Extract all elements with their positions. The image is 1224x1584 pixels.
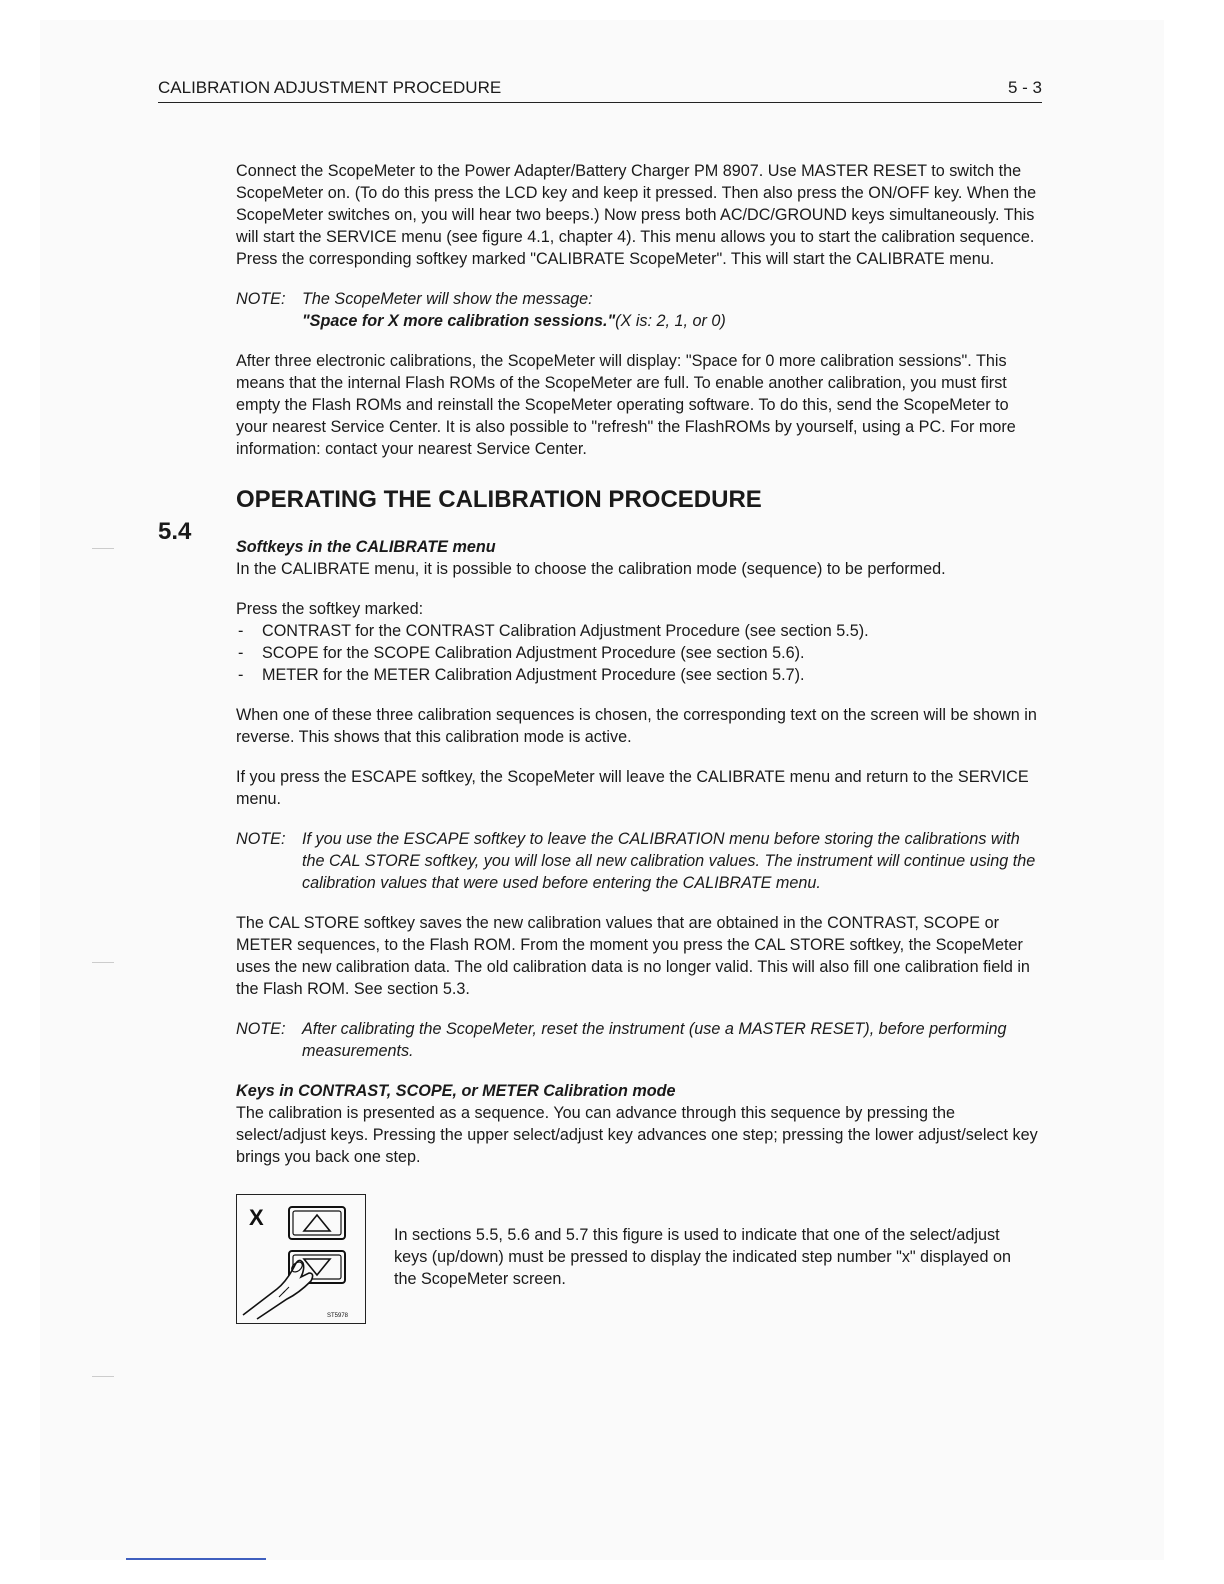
- list-item: - CONTRAST for the CONTRAST Calibration Adjustment Procedure (see section 5.5).: [236, 620, 1042, 642]
- list-item: - METER for the METER Calibration Adjustment Procedure (see section 5.7).: [236, 664, 1042, 686]
- margin-mark: [92, 548, 114, 549]
- reverse-paragraph: When one of these three calibration sequences is chosen, the corresponding text on the screen will be shown in reverse. This shows that this calibration mode is active.: [236, 706, 1037, 746]
- section-number: 5.4: [158, 518, 192, 545]
- escape-paragraph: If you press the ESCAPE softkey, the ScopeMeter will leave the CALIBRATE menu and return to the SERVICE menu.: [236, 768, 1029, 808]
- note-message-bold: "Space for X more calibration sessions.": [302, 312, 616, 330]
- softkeys-paragraph: In the CALIBRATE menu, it is possible to choose the calibration mode (sequence) to be performed.: [236, 560, 946, 578]
- note-label: NOTE:: [236, 830, 286, 848]
- finger-pressing-keys-icon: [237, 1195, 365, 1323]
- intro-paragraph: Connect the ScopeMeter to the Power Adapter/Battery Charger PM 8907. Use MASTER RESET to switch the ScopeMeter on. (To do this press the LCD key and keep it pressed. Then also press the ON/OFF key. When the ScopeMeter switches on, you will hear two beeps.) Now press both AC/DC/GROUND keys simultaneously. This will start the SERVICE menu (see figure 4.1, chapter 4). This menu allows you to start the calibration sequence. Press the corresponding softkey marked "CALIBRATE ScopeMeter". This will start the CALIBRATE menu.: [236, 162, 1037, 268]
- step-x-label: X: [249, 1205, 264, 1230]
- keys-paragraph: The calibration is presented as a sequence. You can advance through this sequence by pressing the select/adjust keys. Pressing the upper select/adjust key advances one step; pressing the lower adjust/select key brings you back one step.: [236, 1104, 1038, 1166]
- softkeys-heading: Softkeys in the CALIBRATE menu: [236, 538, 496, 556]
- finger-icon: [243, 1260, 313, 1319]
- header-title: CALIBRATION ADJUSTMENT PROCEDURE: [158, 78, 502, 97]
- list-item: - SCOPE for the SCOPE Calibration Adjustment Procedure (see section 5.6).: [236, 642, 1042, 664]
- figure-row: [236, 1194, 1042, 1334]
- keys-heading: Keys in CONTRAST, SCOPE, or METER Calibration mode: [236, 1082, 676, 1100]
- page-content: [236, 160, 1042, 1334]
- page-header: [158, 78, 1042, 103]
- flash-paragraph: After three electronic calibrations, the ScopeMeter will display: "Space for 0 more calibration sessions". This means that the internal Flash ROMs of the ScopeMeter are full. To enable another calibration, you must first empty the Flash ROMs and reinstall the ScopeMeter operating software. To do this, send the ScopeMeter to your nearest Service Center. It is also possible to "refresh" the FlashROMs by yourself, using a PC. For more information: contact your nearest Service Center.: [236, 352, 1016, 458]
- note-text: If you use the ESCAPE softkey to leave the CALIBRATION menu before storing the calibrations with the CAL STORE softkey, you will lose all new calibration values. The instrument will continue using the calibration values that were used before entering the CALIBRATE menu.: [302, 830, 1036, 892]
- figure-caption: In sections 5.5, 5.6 and 5.7 this figure is used to indicate that one of the select/adjust keys (up/down) must be pressed to display the indicated step number "x" displayed on the ScopeMeter screen.: [394, 1226, 1012, 1288]
- section-title: OPERATING THE CALIBRATION PROCEDURE: [236, 486, 762, 513]
- calstore-paragraph: The CAL STORE softkey saves the new calibration values that are obtained in the CONTRAST, SCOPE or METER sequences, to the Flash ROM. From the moment you press the CAL STORE softkey, the ScopeMeter uses the new calibration data. The old calibration data is no longer valid. This will also fill one calibration field in the Flash ROM. See section 5.3.: [236, 914, 1030, 998]
- margin-mark: [92, 962, 114, 963]
- select-adjust-keys-figure: [236, 1194, 366, 1324]
- note-message: [236, 288, 1042, 332]
- note-label: NOTE:: [236, 1020, 286, 1038]
- press-list: [236, 620, 1042, 686]
- note-message-tail: (X is: 2, 1, or 0): [615, 312, 726, 330]
- note-text: After calibrating the ScopeMeter, reset the instrument (use a MASTER RESET), before performing measurements.: [302, 1020, 1007, 1060]
- note-escape: [236, 828, 1042, 894]
- page-number: 5 - 3: [1007, 78, 1042, 97]
- note-line: The ScopeMeter will show the message:: [302, 290, 593, 308]
- up-key-icon: [289, 1207, 345, 1239]
- note-message-line: [302, 310, 1042, 332]
- note-reset: [236, 1018, 1042, 1062]
- footer-rule: [126, 1558, 266, 1560]
- press-intro: Press the softkey marked:: [236, 600, 424, 618]
- margin-mark: [92, 1376, 114, 1377]
- figure-code: ST5978: [327, 1313, 349, 1319]
- note-label: NOTE:: [236, 290, 286, 308]
